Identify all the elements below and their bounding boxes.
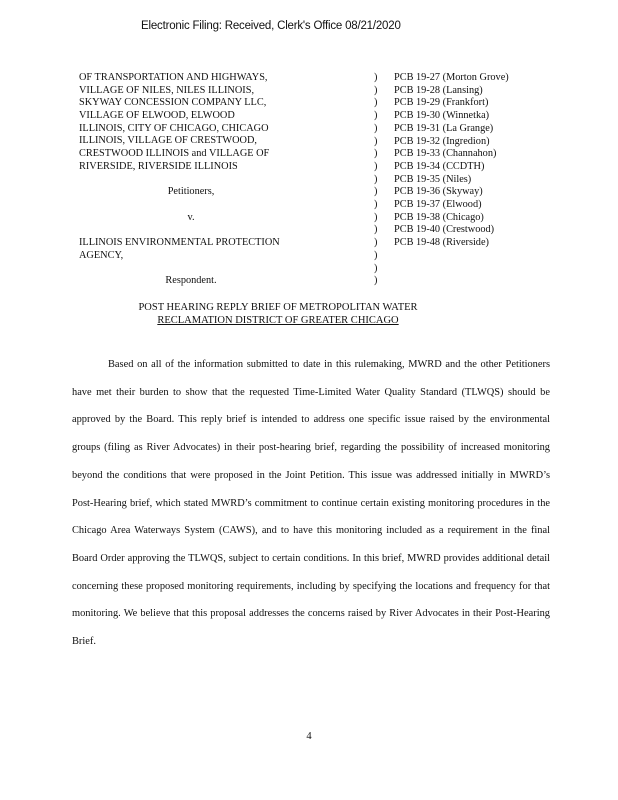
case-number: PCB 19-40 (Crestwood) bbox=[394, 224, 495, 236]
case-number: PCB 19-35 (Niles) bbox=[394, 173, 472, 185]
paren: ) bbox=[374, 148, 378, 160]
case-number: PCB 19-36 (Skyway) bbox=[394, 186, 483, 198]
paren: ) bbox=[374, 135, 378, 147]
brief-title bbox=[60, 301, 496, 327]
paren: ) bbox=[374, 110, 378, 122]
paren: ) bbox=[374, 97, 378, 109]
paren: ) bbox=[374, 173, 378, 185]
paren: ) bbox=[374, 160, 378, 172]
paren: ) bbox=[374, 275, 378, 287]
petitioners-label: Petitioners, bbox=[167, 186, 215, 198]
parties-column bbox=[79, 72, 369, 288]
paren: ) bbox=[374, 249, 378, 261]
case-number: PCB 19-27 (Morton Grove) bbox=[394, 72, 509, 83]
paren: ) bbox=[374, 122, 378, 134]
respondent-line: AGENCY, bbox=[79, 249, 124, 261]
paren: ) bbox=[374, 262, 378, 274]
case-number: PCB 19-28 (Lansing) bbox=[394, 84, 483, 96]
paren: ) bbox=[374, 237, 378, 249]
case-number: PCB 19-31 (La Grange) bbox=[394, 122, 494, 134]
paren-column bbox=[374, 72, 384, 288]
case-number: PCB 19-29 (Frankfort) bbox=[394, 97, 489, 109]
petitioner-line: VILLAGE OF ELWOOD, ELWOOD bbox=[79, 110, 235, 122]
petitioner-line: VILLAGE OF NILES, NILES ILLINOIS, bbox=[79, 84, 255, 96]
brief-title-line-2: RECLAMATION DISTRICT OF GREATER CHICAGO bbox=[157, 315, 399, 326]
paren: ) bbox=[374, 84, 378, 96]
paren: ) bbox=[374, 72, 378, 83]
case-number: PCB 19-37 (Elwood) bbox=[394, 199, 482, 211]
petitioner-line: RIVERSIDE, RIVERSIDE ILLINOIS bbox=[79, 160, 238, 172]
versus-label: v. bbox=[187, 211, 195, 223]
petitioner-line: ILLINOIS, CITY OF CHICAGO, CHICAGO bbox=[79, 122, 269, 134]
body-paragraph: Based on all of the information submitted to date in this rulemaking, MWRD and the other Petitioners have met their burden to show that the requested Time-Limited Water Quality Standard (TLWQS) should be approved by the Board. This reply brief is intended to address one specific issue raised by the environmental groups (filing as River Advocates) in their post-hearing brief, regarding the possibility of increased monitoring beyond the conditions that were proposed in the Joint Petition. This issue was addressed initially in MWRD’s Post-Hearing brief, which stated MWRD’s commitment to continue certain existing monitoring procedures in the Chicago Area Waterways System (CAWS), and to have this monitoring included as a requirement in the final Board Order approving the TLWQS, subject to certain conditions. In this brief, MWRD provides additional detail concerning these proposed monitoring requirements, including by specifying the locations and frequency for that monitoring. We believe that this proposal addresses the concerns raised by River Advocates in their Post-Hearing Brief. bbox=[72, 359, 550, 648]
brief-title-line-1: POST HEARING REPLY BRIEF OF METROPOLITAN WATER bbox=[138, 302, 418, 313]
paren: ) bbox=[374, 199, 378, 211]
case-number: PCB 19-34 (CCDTH) bbox=[394, 160, 485, 172]
respondent-line: ILLINOIS ENVIRONMENTAL PROTECTION bbox=[79, 236, 280, 248]
respondent-label: Respondent. bbox=[165, 275, 217, 286]
case-numbers-column bbox=[394, 72, 594, 250]
paren: ) bbox=[374, 211, 378, 223]
paren: ) bbox=[374, 224, 378, 236]
electronic-filing-header: Electronic Filing: Received, Clerk's Office 08/21/2020 bbox=[141, 20, 401, 32]
petitioner-line: CRESTWOOD ILLINOIS and VILLAGE OF bbox=[79, 148, 270, 160]
paren: ) bbox=[374, 186, 378, 198]
case-number: PCB 19-32 (Ingredion) bbox=[394, 135, 490, 147]
petitioner-line: ILLINOIS, VILLAGE OF CRESTWOOD, bbox=[79, 135, 257, 147]
case-number: PCB 19-30 (Winnetka) bbox=[394, 110, 490, 122]
case-number: PCB 19-33 (Channahon) bbox=[394, 148, 497, 160]
petitioner-line: SKYWAY CONCESSION COMPANY LLC, bbox=[79, 97, 267, 109]
petitioner-line: OF TRANSPORTATION AND HIGHWAYS, bbox=[79, 72, 268, 83]
page-number: 4 bbox=[306, 731, 312, 742]
case-number: PCB 19-38 (Chicago) bbox=[394, 211, 484, 223]
case-number: PCB 19-48 (Riverside) bbox=[394, 237, 489, 249]
